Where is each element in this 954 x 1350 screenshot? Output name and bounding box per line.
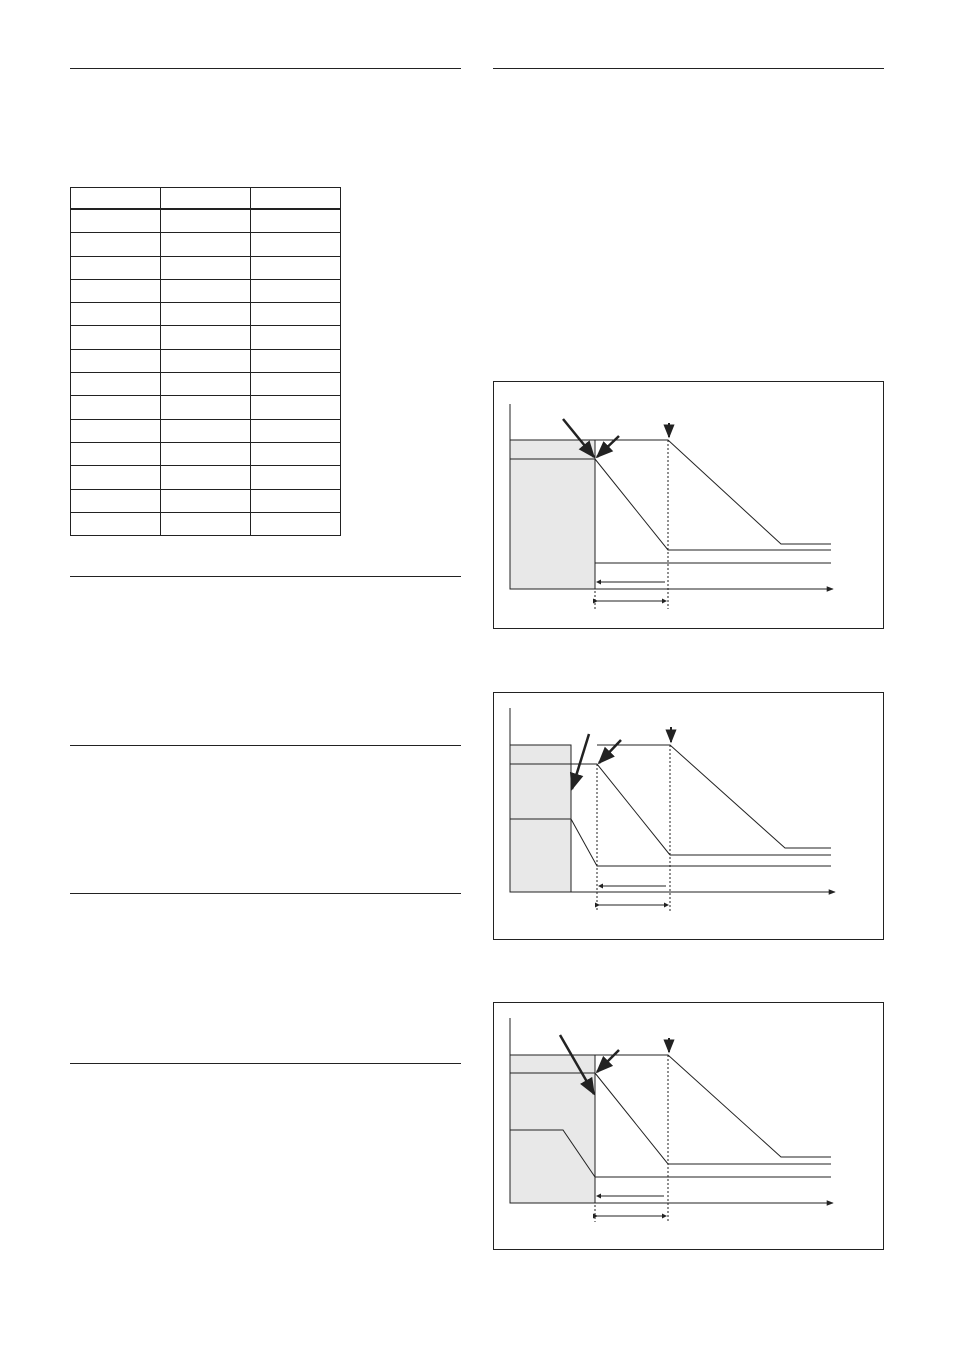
right-top-rule	[493, 68, 884, 69]
curve-lower	[595, 459, 781, 550]
left-top-rule	[70, 68, 461, 69]
table-cell	[161, 233, 251, 256]
table-cell	[71, 279, 161, 302]
table-row	[71, 489, 341, 512]
table-cell	[161, 512, 251, 535]
table-cell	[161, 373, 251, 396]
pointer-arrow-short	[599, 740, 621, 763]
table-cell	[251, 256, 341, 279]
table-cell	[251, 209, 341, 233]
table-cell	[251, 512, 341, 535]
table-cell	[161, 442, 251, 465]
table-cell	[71, 396, 161, 419]
table-cell	[71, 442, 161, 465]
table-cell	[161, 466, 251, 489]
curve-upper	[595, 1055, 831, 1157]
table-cell	[71, 303, 161, 326]
table-cell	[161, 349, 251, 372]
table-cell	[161, 188, 251, 210]
table-cell	[71, 419, 161, 442]
shaded-block	[510, 1055, 595, 1203]
curve-upper	[595, 440, 831, 544]
table-cell	[251, 489, 341, 512]
table-row	[71, 442, 341, 465]
table-cell	[161, 489, 251, 512]
pointer-arrow-long	[572, 734, 589, 789]
left-section-rule-2	[70, 745, 461, 746]
diagram-ramp-block	[493, 1002, 884, 1250]
table-cell	[251, 233, 341, 256]
table-cell	[161, 209, 251, 233]
table-row	[71, 373, 341, 396]
table-row	[71, 326, 341, 349]
diagram-plain-block	[493, 381, 884, 629]
table-cell	[71, 233, 161, 256]
table-cell	[71, 373, 161, 396]
table-cell	[71, 512, 161, 535]
table-cell	[71, 188, 161, 210]
table-row	[71, 256, 341, 279]
table-row	[71, 419, 341, 442]
table-cell	[161, 279, 251, 302]
pointer-arrow-short	[597, 436, 619, 457]
table-row	[71, 512, 341, 535]
table-cell	[251, 396, 341, 419]
table-row	[71, 396, 341, 419]
table-cell	[71, 209, 161, 233]
table-cell	[251, 349, 341, 372]
pointer-arrow-short	[597, 1050, 619, 1072]
table-cell	[251, 303, 341, 326]
diagram-stepped-block	[493, 692, 884, 940]
left-section-rule-3	[70, 893, 461, 894]
table-cell	[71, 489, 161, 512]
table-cell	[251, 373, 341, 396]
table-row	[71, 466, 341, 489]
table-row	[71, 303, 341, 326]
table-cell	[161, 419, 251, 442]
table-cell	[71, 256, 161, 279]
table-row	[71, 233, 341, 256]
curve-upper	[597, 745, 831, 848]
data-table	[70, 187, 341, 536]
table-header-row	[71, 188, 341, 210]
left-section-rule-1	[70, 576, 461, 577]
table-cell	[161, 326, 251, 349]
table-cell	[71, 326, 161, 349]
table-cell	[251, 326, 341, 349]
curve-lower	[595, 1073, 781, 1164]
table-cell	[161, 256, 251, 279]
table-cell	[161, 303, 251, 326]
table-cell	[251, 188, 341, 210]
table-cell	[161, 396, 251, 419]
table-cell	[251, 466, 341, 489]
table-cell	[251, 419, 341, 442]
curve-lower	[571, 764, 670, 855]
table-cell	[71, 349, 161, 372]
table-row	[71, 209, 341, 233]
table-row	[71, 349, 341, 372]
table-cell	[251, 442, 341, 465]
left-section-rule-4	[70, 1063, 461, 1064]
table-cell	[251, 279, 341, 302]
curve-step-drop	[571, 819, 831, 866]
table-row	[71, 279, 341, 302]
shaded-block	[510, 440, 595, 589]
table-cell	[71, 466, 161, 489]
